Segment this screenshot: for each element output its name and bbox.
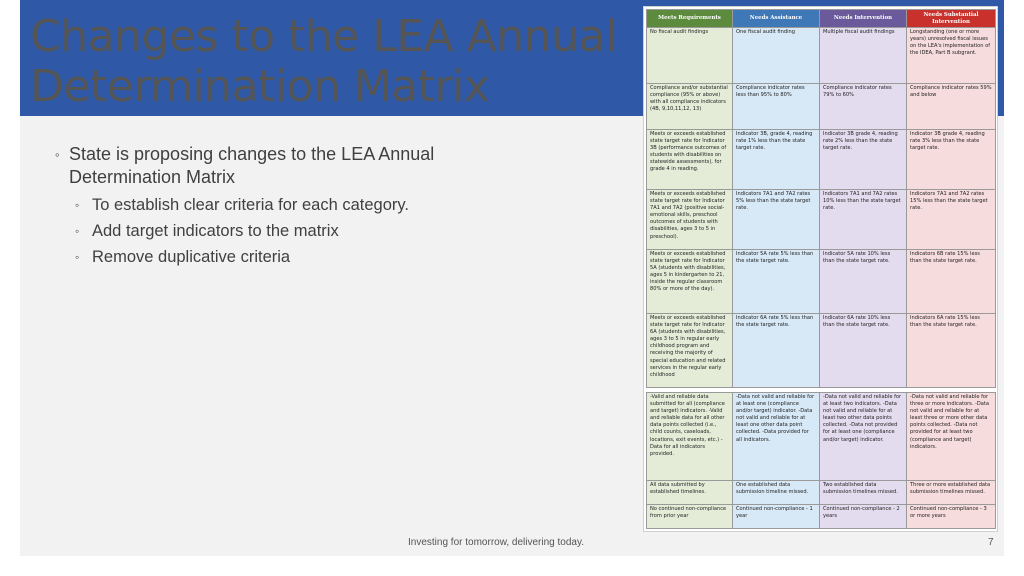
matrix-cell: Longstanding (one or more years) unresolved fiscal issues on the LEA's implementation of the IDEA, Part B subgrant.	[907, 28, 996, 84]
matrix-cell: One established data submission timeline missed.	[733, 481, 820, 505]
sub-bullet-duplicative: ◦ Remove duplicative criteria	[55, 244, 515, 270]
matrix-cell: Continued non-compliance - 3 or more years	[907, 505, 996, 529]
matrix-cell: Compliance indicator rates 59% and below	[907, 84, 996, 130]
matrix-cell: Indicators 7A1 and 7A2 rates 15% less than the state target rate.	[907, 190, 996, 250]
matrix-cell: Indicators 7A1 and 7A2 rates 10% less than the state target rate.	[820, 190, 907, 250]
matrix-cell: All data submitted by established timelines.	[647, 481, 733, 505]
matrix-cell: No continued non-compliance from prior year	[647, 505, 733, 529]
matrix-cell: Continued non-compliance - 2 years	[820, 505, 907, 529]
matrix-row-indicator-5a	[647, 250, 996, 314]
matrix-cell: -Data not valid and reliable for three or more indicators. -Data not valid and reliable for at least three or more other data points collected. -Data not provided for at least two (compliance and target) indicators.	[907, 393, 996, 481]
matrix-row-indicator-3b	[647, 130, 996, 190]
matrix-cell: Compliance and/or substantial compliance (95% or above) with all compliance indicators (4B, 9,10,11,12, 13)	[647, 84, 733, 130]
matrix-row-compliance	[647, 84, 996, 130]
matrix-cell: Indicator 5A rate 10% less than the state target rate.	[820, 250, 907, 314]
matrix-cell: -Valid and reliable data submitted for all (compliance and target) indicators. -Valid and reliable data for all other data points collected (i.e., child counts, caseloads, locations, exit events, etc.) -Data for all indicators provided.	[647, 393, 733, 481]
bullet-main: ◦ State is proposing changes to the LEA Annual Determination Matrix	[55, 143, 515, 189]
matrix-cell: Indicators 7A1 and 7A2 rates 5% less than the state target rate.	[733, 190, 820, 250]
page-number: 7	[988, 537, 994, 548]
header-needs-substantial-intervention: Needs Substantial Intervention	[907, 10, 996, 28]
matrix-cell: No fiscal audit findings	[647, 28, 733, 84]
matrix-cell: Indicator 6A rate 10% less than the state target rate.	[820, 314, 907, 388]
matrix-cell: Meets or exceeds established state target rate for Indicator 6A (students with disabilities, ages 3 to 5 in regular early childhood program and receiving the majority of special education and related services in the regular early childhood	[647, 314, 733, 388]
determination-matrix-image	[643, 6, 998, 532]
header-needs-assistance: Needs Assistance	[733, 10, 820, 28]
footer-tagline: Investing for tomorrow, delivering today.	[408, 537, 585, 548]
matrix-cell: One fiscal audit finding	[733, 28, 820, 84]
matrix-cell: Three or more established data submission timelines missed.	[907, 481, 996, 505]
matrix-cell: Two established data submission timelines missed.	[820, 481, 907, 505]
matrix-cell: -Data not valid and reliable for at least one (compliance and/or target) indicator. -Data not valid and reliable for at least one other data point collected. -Data provided for all indicators.	[733, 393, 820, 481]
matrix-row-timelines	[647, 481, 996, 505]
matrix-row-fiscal	[647, 28, 996, 84]
matrix-cell: Meets or exceeds established state target rate for Indicator 3B (performance outcomes of students with disabilities on statewide assessments), for grade 4 in reading.	[647, 130, 733, 190]
matrix-cell: Indicator 3B grade 4, reading rate 2% less than the state target rate.	[820, 130, 907, 190]
matrix-cell: Indicators 6A rate 15% less than the state target rate.	[907, 314, 996, 388]
matrix-cell: Indicator 3B, grade 4, reading rate 1% less than the state target rate.	[733, 130, 820, 190]
matrix-cell: Multiple fiscal audit findings	[820, 28, 907, 84]
sub-bullet-target-indicators: ◦ Add target indicators to the matrix	[55, 218, 515, 244]
matrix-row-indicator-6a	[647, 314, 996, 388]
matrix-cell: Meets or exceeds established state target rate for Indicator 5A (students with disabilities, ages 5 in kindergarten to 21, inside the regular classroom 80% or more of the day).	[647, 250, 733, 314]
matrix-row-indicator-7a	[647, 190, 996, 250]
sub-bullet-criteria: ◦ To establish clear criteria for each category.	[55, 192, 515, 218]
matrix-cell: Indicator 3B grade 4, reading rate 3% less than the state target rate.	[907, 130, 996, 190]
matrix-cell: Indicators 6B rate 15% less than the state target rate.	[907, 250, 996, 314]
header-needs-intervention: Needs Intervention	[820, 10, 907, 28]
matrix-cell: Continued non-compliance - 1 year	[733, 505, 820, 529]
matrix-row-data-validity	[647, 393, 996, 481]
slide-title: Changes to the LEA Annual Determination Matrix	[30, 11, 617, 112]
header-meets-requirements: Meets Requirements	[647, 10, 733, 28]
bullet-list	[55, 143, 515, 270]
matrix-cell: Compliance indicator rates 79% to 60%	[820, 84, 907, 130]
matrix-cell: -Data not valid and reliable for at least two indicators. -Data not valid and reliable for at least two other data points collected. -Data not provided for at least one (compliance and/or target) indicator.	[820, 393, 907, 481]
matrix-cell: Indicator 5A rate 5% less than the state target rate.	[733, 250, 820, 314]
matrix-header-row	[647, 10, 996, 28]
matrix-cell: Compliance indicator rates less than 95% to 80%	[733, 84, 820, 130]
matrix-cell: Indicator 6A rate 5% less than the state target rate.	[733, 314, 820, 388]
determination-matrix-table	[646, 9, 996, 529]
matrix-row-noncompliance	[647, 505, 996, 529]
matrix-cell: Meets or exceeds established state target rate for Indicator 7A1 and 7A2 (positive social-emotional skills, preschool outcomes of students with disabilities, ages 3 to 5 in preschool).	[647, 190, 733, 250]
